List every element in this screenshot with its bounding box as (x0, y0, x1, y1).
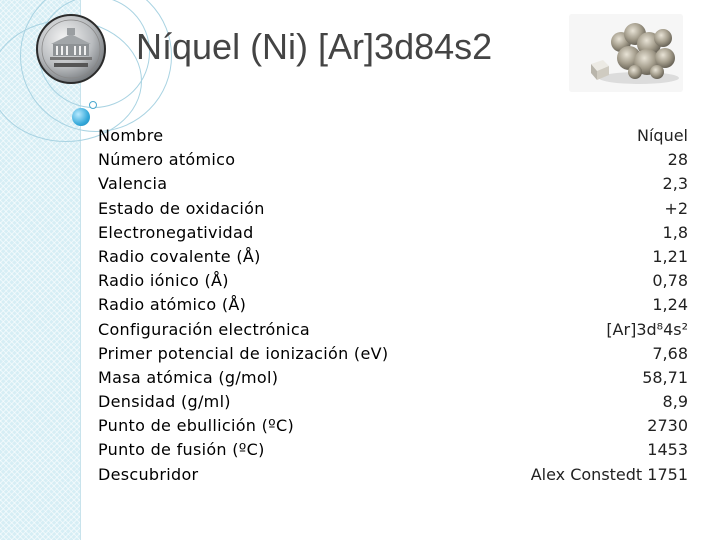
property-label: Radio iónico (Å) (98, 271, 229, 291)
property-value: 2,3 (662, 174, 688, 194)
property-label: Masa atómica (g/mol) (98, 367, 279, 387)
property-value: 8,9 (662, 392, 688, 412)
property-value: 1,8 (662, 222, 688, 242)
property-label: Descubridor (98, 464, 199, 484)
property-value: Alex Constedt 1751 (530, 464, 688, 484)
property-label: Número atómico (98, 150, 236, 170)
nickel-metal-photo (569, 14, 683, 92)
slide-title: Níquel (Ni) [Ar]3d84s2 (136, 26, 493, 67)
property-value: +2 (664, 198, 688, 218)
property-value: Níquel (637, 126, 688, 145)
property-label: Radio covalente (Å) (98, 246, 261, 266)
property-label: Estado de oxidación (98, 198, 265, 218)
property-label: Punto de fusión (ºC) (98, 440, 265, 460)
property-label: Electronegatividad (98, 222, 254, 242)
decorative-small-dot (89, 101, 97, 109)
property-value: 7,68 (652, 343, 688, 363)
property-label: Punto de ebullición (ºC) (98, 416, 295, 436)
property-labels-column (98, 124, 388, 487)
property-values-column (531, 124, 688, 487)
property-label: Densidad (g/ml) (98, 392, 231, 412)
property-value: 2730 (647, 416, 688, 436)
property-label: Nombre (98, 126, 164, 145)
property-value: 1,21 (652, 246, 688, 266)
property-value: 58,71 (642, 367, 688, 387)
property-label: Primer potencial de ionización (eV) (98, 343, 389, 363)
property-value: [Ar]3d⁸4s² (606, 319, 688, 339)
property-value: 1453 (647, 440, 688, 460)
decorative-bullet-dot (72, 108, 90, 126)
property-label: Radio atómico (Å) (98, 295, 247, 315)
property-label: Valencia (98, 174, 168, 194)
property-label: Configuración electrónica (98, 319, 311, 339)
nickel-coin-image (36, 14, 106, 84)
property-value: 1,24 (652, 295, 688, 315)
property-value: 28 (667, 150, 688, 170)
property-value: 0,78 (652, 271, 688, 291)
